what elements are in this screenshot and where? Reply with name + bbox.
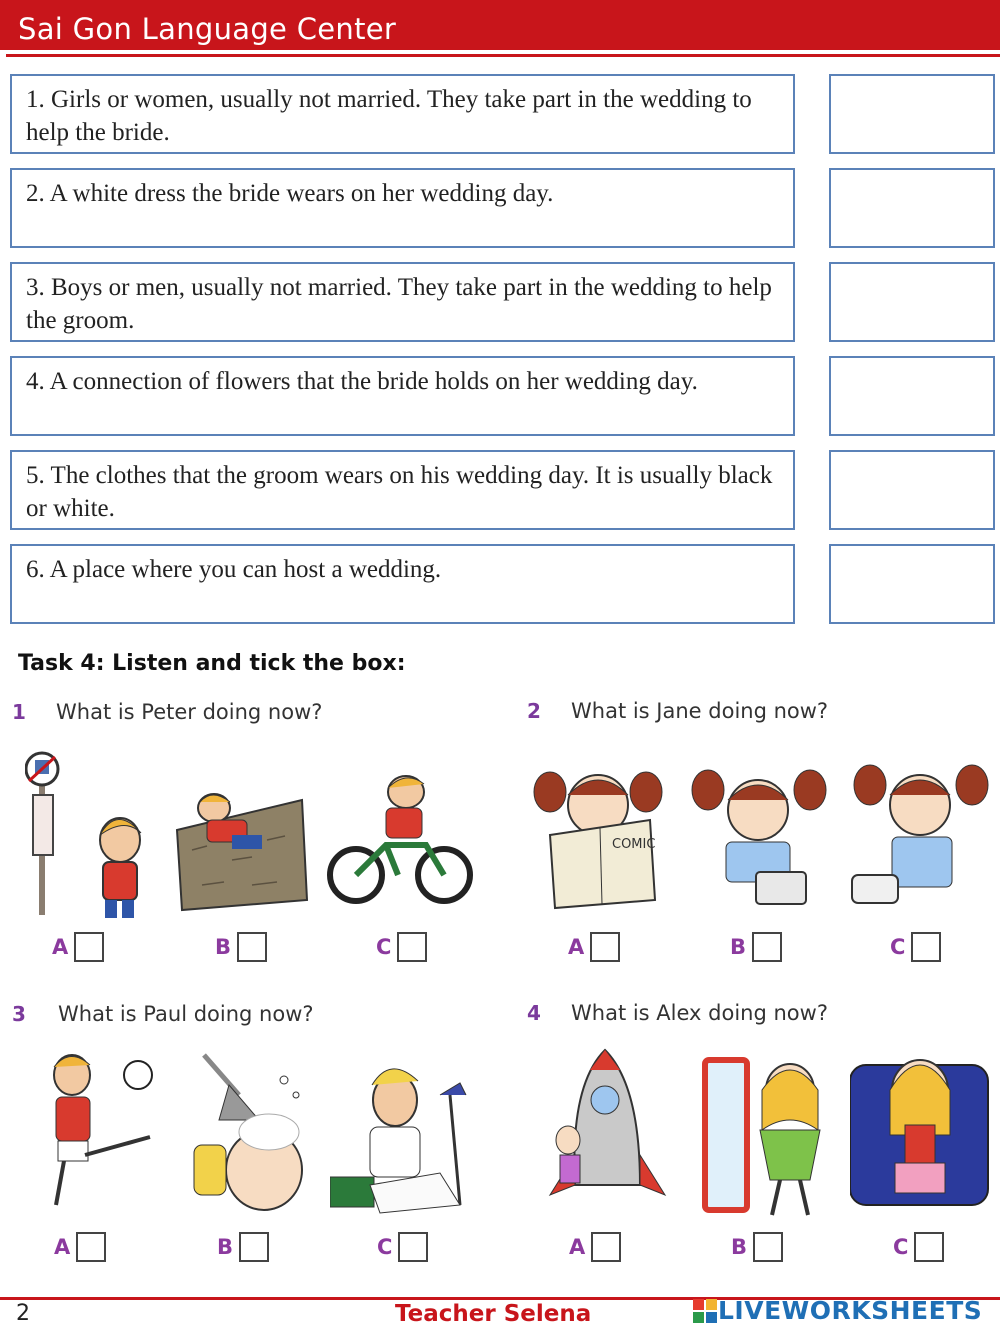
girl-in-shower-illustration: [184, 1050, 314, 1215]
tick-box-2b[interactable]: [752, 932, 782, 962]
answer-box-1[interactable]: [829, 74, 995, 154]
option-letter: C: [377, 1235, 393, 1259]
teacher-name: Teacher Selena: [395, 1301, 592, 1327]
tick-box-3b[interactable]: [239, 1232, 269, 1262]
option-letter: B: [731, 1235, 748, 1259]
tick-box-3c[interactable]: [398, 1232, 428, 1262]
option-2a: [568, 932, 620, 962]
option-2b: [730, 932, 782, 962]
answer-box-6[interactable]: [829, 544, 995, 624]
definition-box-3: [10, 262, 795, 342]
tick-box-1a[interactable]: [74, 932, 104, 962]
option-2c: [890, 932, 941, 962]
option-1a: [52, 932, 104, 962]
liveworksheets-logo: [692, 1296, 982, 1325]
option-4c: [893, 1232, 944, 1262]
boy-at-bus-stop-illustration: [25, 745, 160, 920]
definition-text: 3. Boys or men, usually not married. They take part in the wedding to help the groom.: [26, 274, 772, 334]
definition-box-5: [10, 450, 795, 530]
option-3a: [54, 1232, 106, 1262]
definition-text: 1. Girls or women, usually not married. They take part in the wedding to help the bride.: [26, 86, 752, 146]
header-title: Sai Gon Language Center: [18, 12, 397, 46]
definition-box-6: [10, 544, 795, 624]
boy-riding-bike-illustration: [326, 770, 476, 910]
option-4b: [731, 1232, 783, 1262]
question-text: What is Jane doing now?: [571, 699, 829, 723]
girl-on-phone-illustration: [850, 755, 990, 915]
boy-kicking-ball-illustration: [30, 1045, 165, 1215]
definition-text: 4. A connection of flowers that the bride holds on her wedding day.: [26, 368, 698, 395]
header-divider: [6, 54, 1000, 57]
question-text: What is Paul doing now?: [58, 1002, 314, 1026]
question-number: 3: [12, 1002, 26, 1026]
task-title: Task 4: Listen and tick the box:: [18, 651, 406, 676]
girl-at-cinema-illustration: [850, 1045, 990, 1210]
tick-box-4c[interactable]: [914, 1232, 944, 1262]
tick-box-2c[interactable]: [911, 932, 941, 962]
boy-doing-homework-illustration: [330, 1055, 475, 1215]
option-letter: B: [730, 935, 747, 959]
option-letter: C: [893, 1235, 909, 1259]
option-letter: B: [215, 935, 232, 959]
answer-box-5[interactable]: [829, 450, 995, 530]
tick-box-1c[interactable]: [397, 932, 427, 962]
option-4a: [569, 1232, 621, 1262]
option-letter: A: [52, 935, 69, 959]
option-letter: C: [376, 935, 392, 959]
question-text: What is Peter doing now?: [56, 700, 323, 724]
definition-text: 5. The clothes that the groom wears on his wedding day. It is usually black or white.: [26, 462, 773, 522]
tick-box-4b[interactable]: [753, 1232, 783, 1262]
question-number: 1: [12, 700, 26, 724]
question-number: 2: [527, 699, 541, 723]
tick-box-2a[interactable]: [590, 932, 620, 962]
option-3c: [377, 1232, 428, 1262]
header-bar: [0, 0, 1000, 50]
definition-text: 6. A place where you can host a wedding.: [26, 556, 442, 583]
definition-box-4: [10, 356, 795, 436]
option-1b: [215, 932, 267, 962]
definition-box-2: [10, 168, 795, 248]
option-letter: B: [217, 1235, 234, 1259]
option-letter: A: [568, 935, 585, 959]
girl-with-mirror-illustration: [700, 1050, 835, 1220]
question-text: What is Alex doing now?: [571, 1001, 828, 1025]
girl-and-rocket-illustration: [540, 1045, 675, 1220]
girl-reading-comic-illustration: [530, 760, 665, 910]
option-1c: [376, 932, 427, 962]
option-3b: [217, 1232, 269, 1262]
option-letter: A: [569, 1235, 586, 1259]
option-letter: A: [54, 1235, 71, 1259]
girl-using-calculator-illustration: [688, 760, 828, 910]
page-number: 2: [16, 1301, 30, 1326]
svg-text:COMIC: COMIC: [612, 837, 656, 852]
option-letter: C: [890, 935, 906, 959]
answer-box-2[interactable]: [829, 168, 995, 248]
boy-climbing-wall-illustration: [172, 790, 312, 915]
liveworksheets-wordmark: LIVEWORKSHEETS: [718, 1296, 983, 1325]
answer-box-3[interactable]: [829, 262, 995, 342]
definition-text: 2. A white dress the bride wears on her wedding day.: [26, 180, 554, 207]
liveworksheets-icon: [692, 1298, 718, 1324]
question-number: 4: [527, 1001, 541, 1025]
definition-box-1: [10, 74, 795, 154]
tick-box-1b[interactable]: [237, 932, 267, 962]
tick-box-3a[interactable]: [76, 1232, 106, 1262]
tick-box-4a[interactable]: [591, 1232, 621, 1262]
answer-box-4[interactable]: [829, 356, 995, 436]
